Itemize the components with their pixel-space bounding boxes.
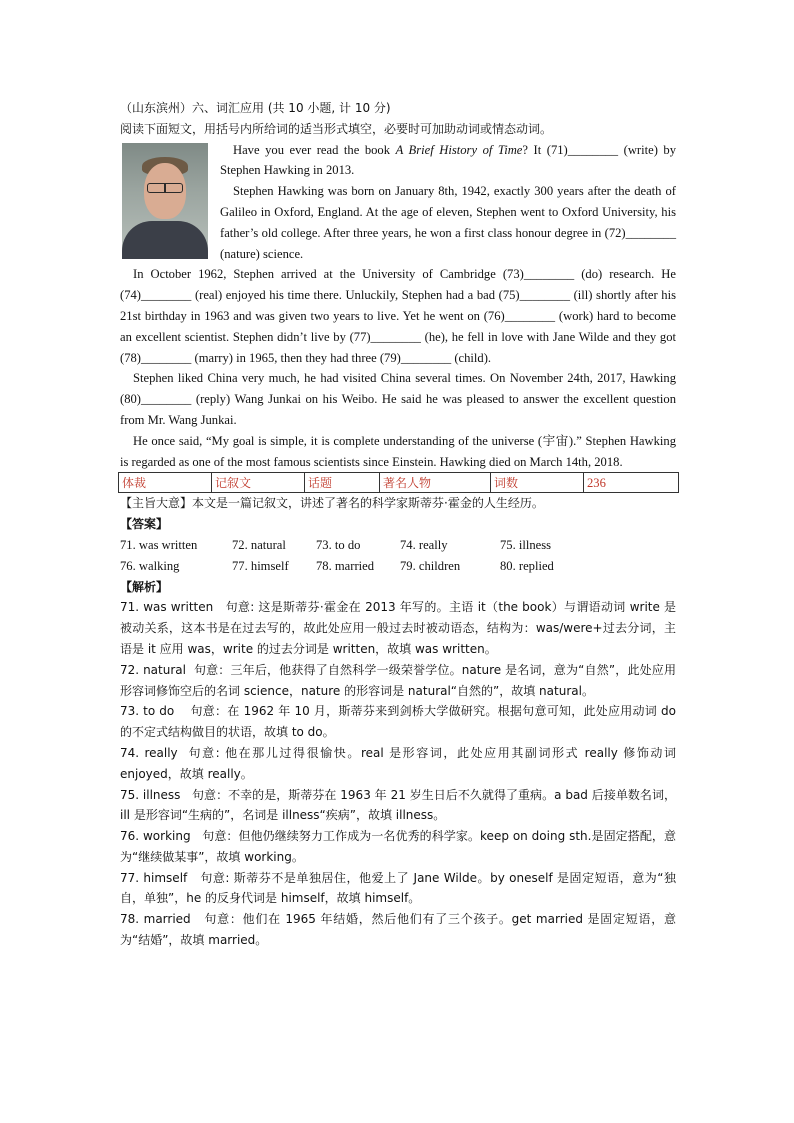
passage-paragraph-2: Stephen Hawking was born on January 8th, 1942, exactly 300 years after the death of Galileo in Oxford, England. At the age of eleven, Stephen went to Oxford University, his father’s old college. After three years, he won a first class honour degree in (72)________ (nature) science. (220, 184, 676, 261)
analysis-item (120, 743, 676, 785)
analysis-item (120, 868, 676, 910)
analysis-key: 73. to do (120, 704, 175, 719)
answer-item: 78. married (316, 558, 375, 573)
analysis-item (120, 597, 676, 659)
analysis-key: 74. really (120, 745, 178, 760)
analysis-key: 76. working (120, 829, 191, 844)
analysis-text: 句意：但他仍继续努力工作成为一名优秀的科学家。keep on doing sth.是固定搭配，意为“继续做某事”，故填 working。 (120, 829, 676, 864)
passage-p1-start: Have you ever read the book (233, 142, 396, 157)
shirt-shape (122, 221, 208, 259)
analysis-text: 句意：他们在 1965 年结婚，然后他们有了三个孩子。get married 是固定短语，意为“结婚”，故填 married。 (120, 912, 676, 948)
table-cell: 话题 (305, 473, 380, 493)
section-title: （山东滨州）六、词汇应用 (共 10 小题, 计 10 分) (120, 101, 391, 115)
passage-p1-end: ? It (71)________ (write) by Stephen Hawking in 2013. (220, 142, 677, 178)
glasses-bridge (164, 183, 166, 193)
analysis-text: 句意: 这是斯蒂芬·霍金在 2013 年写的。主语 it（the book）与谓语动词 write 是被动关系，这本书是在过去写的，故此处应用一般过去时被动语态，结构为：was/were+过去分词，主语是 it 应用 was，write 的过去分词是 written，故填 was written。 (120, 600, 676, 656)
analysis-text: 句意：在 1962 年 10 月，斯蒂芬来到剑桥大学做研究。根据句意可知，此处应用动词 do 的不定式结构做目的状语，故填 to do。 (120, 704, 677, 740)
analysis-item (120, 785, 676, 827)
table-cell: 词数 (491, 473, 584, 493)
analysis-item (120, 660, 676, 702)
analysis-item (120, 909, 676, 951)
analysis-key: 77. himself (120, 870, 188, 885)
passage-paragraph-5: He once said, “My goal is simple, it is complete understanding of the universe (宇宙).” Stephen Hawking is regarded as one of the most famous scientists since Einstein. Hawking died on March 14th, 2018. (120, 433, 676, 469)
passage-paragraph-4: Stephen liked China very much, he had visited China several times. On November 24th, 2017, Hawking (80)________ (reply) Wang Junkai on his Weibo. He said he was pleased to answer the excellent question from Mr. Wang Junkai. (120, 371, 676, 427)
answers-heading: 【答案】 (120, 517, 169, 532)
analysis-heading: 【解析】 (120, 579, 169, 594)
analysis-text: 句意: 他在那儿过得很愉快。real 是形容词，此处应用其副词形式 really 修饰动词 enjoyed，故填 really。 (120, 745, 676, 781)
table-cell: 体裁 (119, 473, 212, 493)
analysis-key: 78. married (120, 912, 191, 927)
table-row (119, 473, 679, 493)
answer-item: 73. to do (316, 537, 361, 552)
answer-item: 71. was written (120, 537, 198, 552)
answer-item: 72. natural (232, 537, 286, 552)
book-title: A Brief History of Time (395, 142, 523, 157)
analysis-item (120, 826, 676, 868)
table-cell: 记叙文 (212, 473, 305, 493)
analysis-text: 句意：不幸的是，斯蒂芬在 1963 年 21 岁生日后不久就得了重病。a bad 后接单数名词，ill 是形容词“生病的”，名词是 illness“疾病”，故填 illness。 (120, 787, 676, 823)
answer-item: 80. replied (500, 558, 554, 573)
answer-item: 77. himself (232, 558, 289, 573)
answer-list (120, 535, 676, 577)
answer-item: 74. really (400, 537, 448, 552)
passage-paragraph-3: In October 1962, Stephen arrived at the University of Cambridge (73)________ (do) research. He (74)________ (real) enjoyed his time there. Unluckily, Stephen had a bad (75)________ (ill) shortly after his 21st birthday in 1963 and was given two years to live. Yet he went on (76)________ (work) hard to become an excellent scientist. Stephen didn’t live by (77)________ (he), he fell in love with Jane Wilde and they got (78)________ (marry) in 1965, then they had three (79)________ (child). (120, 267, 676, 365)
instruction: 阅读下面短文，用括号内所给词的适当形式填空，必要时可加助动词或情态动词。 (120, 121, 553, 136)
answer-item: 76. walking (120, 558, 180, 573)
analysis-item (120, 701, 676, 743)
analysis-key: 75. illness (120, 787, 181, 802)
answer-item: 75. illness (500, 537, 552, 552)
analysis-key: 72. natural (120, 662, 186, 677)
portrait-photo (122, 143, 208, 259)
table-cell: 著名人物 (380, 473, 491, 493)
document-page (120, 98, 676, 951)
summary: 【主旨大意】本文是一篇记叙文，讲述了著名的科学家斯蒂芬·霍金的人生经历。 (120, 496, 544, 511)
info-table (118, 472, 679, 493)
analysis-text: 句意: 斯蒂芬不是单独居住，他爱上了 Jane Wilde。by oneself 是固定短语，意为“独自，单独”，he 的反身代词是 himself，故填 himself。 (120, 870, 676, 906)
analysis-key: 71. was written (120, 600, 214, 615)
answer-item: 79. children (400, 558, 461, 573)
table-cell: 236 (584, 473, 679, 493)
analysis-text: 句意：三年后，他获得了自然科学一级荣誉学位。nature 是名词，意为“自然”，此处应用形容词修饰空后的名词 science，nature 的形容词是 natural“自然的”，故填 natural。 (120, 662, 676, 698)
